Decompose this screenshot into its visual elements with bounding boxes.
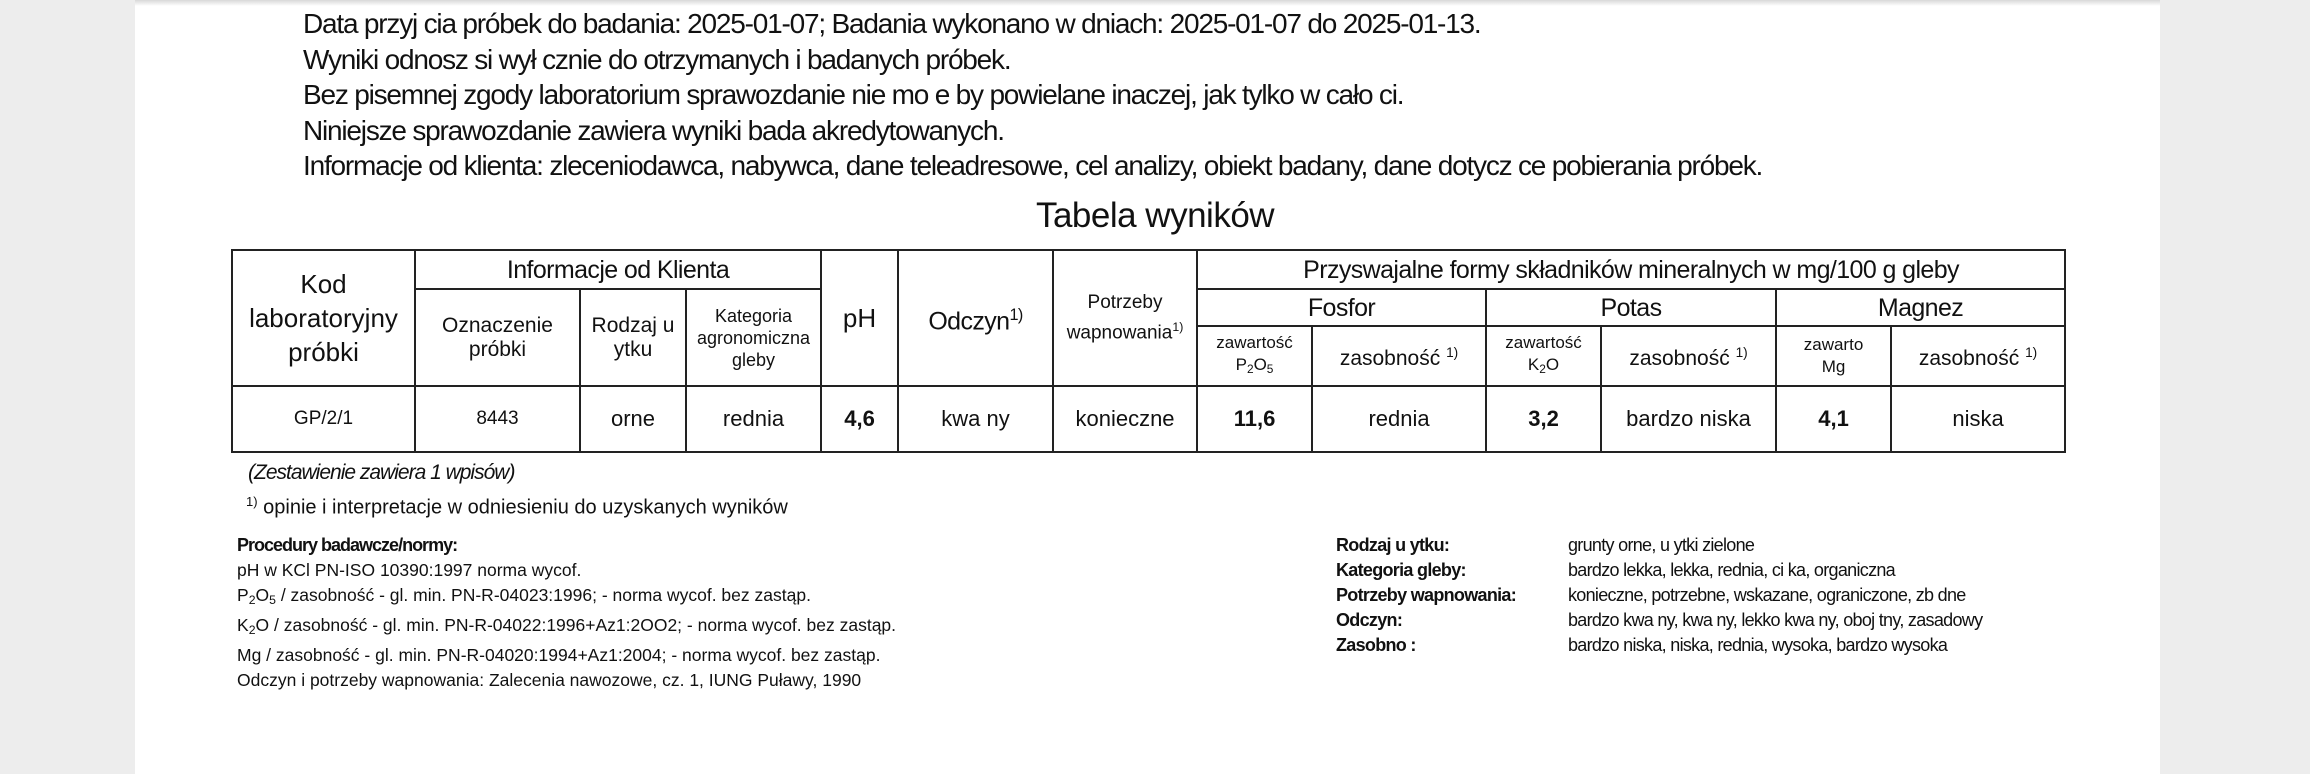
cell-mg-zasobnosc: niska [1891,386,2065,452]
intro-line: Informacje od klienta: zleceniodawca, nabywca, dane teleadresowe, cel analizy, obiekt badany, dane dotycz ce pobierania próbek. [303,150,1763,181]
header-kategoria: Kategoria agronomiczna gleby [686,289,821,386]
header-potas: Potas [1486,289,1776,326]
note-count: (Zestawienie zawiera 1 wpisów) [248,461,515,484]
header-rodzaj: Rodzaj u ytku [580,289,686,386]
procedure-line: Odczyn i potrzeby wapnowania: Zalecenia nawozowe, cz. 1, IUNG Puławy, 1990 [237,670,862,691]
table-title: Tabela wyników [1035,196,1275,235]
procedure-line: $K_2O$ / zasobność - gl. min. PN-R-04022:1996+Az1:2OO2; - norma wycof. bez zastąp. [237,615,897,638]
cell-kategoria: rednia [686,386,821,452]
header-potrzeby: Potrzeby wapnowania$^{1)}$ [1053,250,1197,386]
header-zawartosc-k: zawartość $K_2O$ [1486,326,1601,386]
header-kod: Kod laboratoryjny próbki [232,250,415,386]
cell-p-zasobnosc: rednia [1312,386,1486,452]
procedure-line: $P_2O_5$ / zasobność - gl. min. PN-R-04023:1996; - norma wycof. bez zastąp. [237,585,811,608]
header-zasobnosc-p: zasobność $^{1)}$ [1312,326,1486,386]
header-fosfor: Fosfor [1197,289,1486,326]
intro-text [303,6,1762,184]
cell-mg-value: 4,1 [1776,386,1891,452]
cell-oznaczenie: 8443 [415,386,580,452]
header-ph: pH [821,250,898,386]
intro-line: Wyniki odnosz si wył cznie do otrzymanych i badanych próbek. [303,43,1011,75]
header-zasobnosc-k: zasobność $^{1)}$ [1601,326,1776,386]
header-oznaczenie: Oznaczenie próbki [415,289,580,386]
header-zawartosc-mg: zawarto Mg [1776,326,1891,386]
header-zasobnosc-mg: zasobność $^{1)}$ [1891,326,2065,386]
procedures-block [237,533,896,693]
header-magnez: Magnez [1776,289,2065,326]
cell-kod: GP/2/1 [232,386,415,452]
header-zawartosc-p: zawartość $P_2O_5$ [1197,326,1312,386]
cell-rodzaj: orne [580,386,686,452]
procedure-line: Mg / zasobność - gl. min. PN-R-04020:1994+Az1:2004; - norma wycof. bez zastąp. [237,645,881,666]
intro-line: Niniejsze sprawozdanie zawiera wyniki bada akredytowanych. [303,114,1004,146]
intro-line: Data przyj cia próbek do badania: 2025-01-07; Badania wykonano w dniach: 2025-01-07 do 2025-01-13. [303,8,1481,39]
procedures-heading: Procedury badawcze/normy: [237,535,458,555]
cell-p-value: 11,6 [1197,386,1312,452]
cell-k-zasobnosc: bardzo niska [1601,386,1776,452]
header-info-klienta: Informacje od Klienta [415,250,821,289]
cell-potrzeby: konieczne [1053,386,1197,452]
intro-line: Bez pisemnej zgody laboratorium sprawozdanie nie mo e by powielane inaczej, jak tylko w cało ci. [303,79,1404,110]
cell-k-value: 3,2 [1486,386,1601,452]
table-row [232,386,2065,452]
header-odczyn: Odczyn$^{1)}$ [898,250,1053,386]
cell-odczyn: kwa ny [898,386,1053,452]
note-opinions: $^{1)}$ opinie i interpretacje w odniesieniu do uzyskanych wyników [246,494,788,519]
procedure-line: pH w KCl PN-ISO 10390:1997 norma wycof. [237,560,582,580]
cell-ph: 4,6 [821,386,898,452]
results-table [231,249,2066,453]
header-przyswajalne: Przyswajalne formy składników mineralnych w mg/100 g gleby [1197,250,2065,289]
